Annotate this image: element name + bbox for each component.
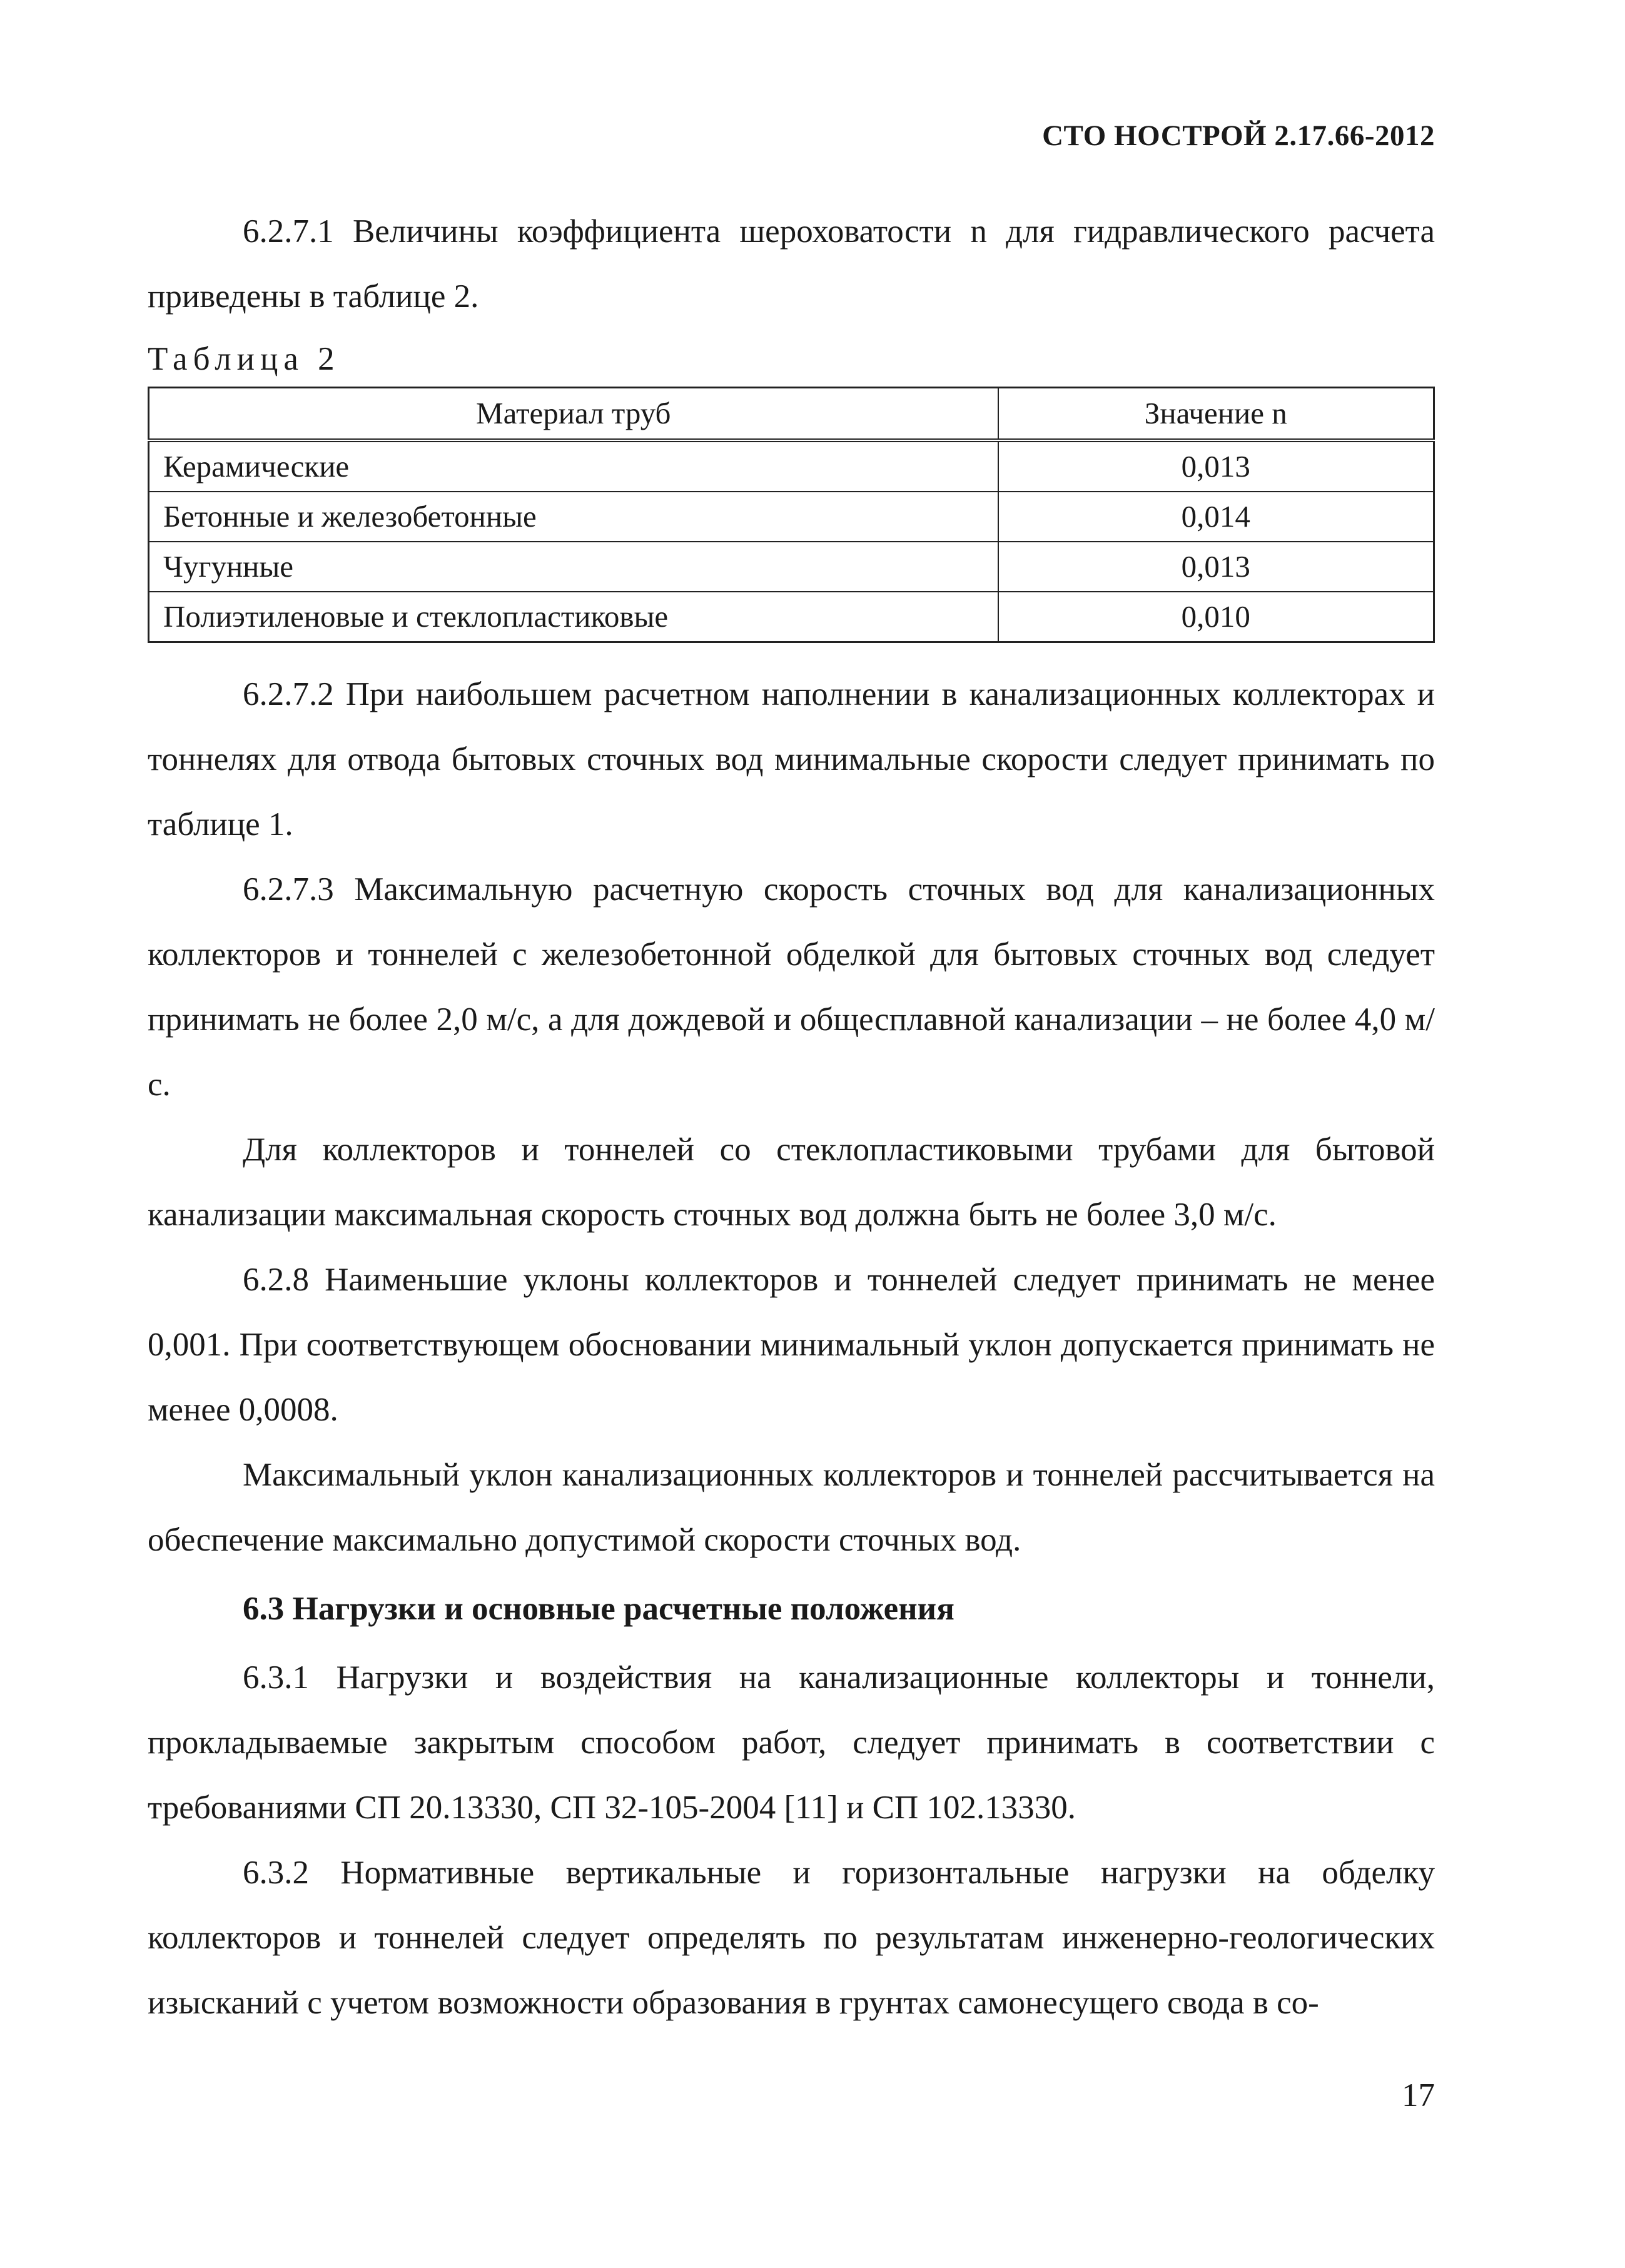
section-heading-6-3: 6.3 Нагрузки и основные расчетные положения (243, 1591, 954, 1627)
page-content (148, 199, 1435, 2035)
table-caption: Таблица 2 (148, 341, 340, 377)
paragraph-6-2-7-2: 6.2.7.2 При наибольшем расчетном наполнении в канализационных коллекторах и тоннелях для отвода бытовых сточных вод минимальные скорости следует принимать по таблице 1. (148, 676, 1435, 843)
value-cell: 0,010 (998, 592, 1434, 642)
material-cell: Керамические (149, 440, 998, 492)
column-header-material: Материал труб (149, 388, 998, 441)
table-row (149, 592, 1434, 642)
roughness-table (148, 387, 1435, 643)
table-row (149, 492, 1434, 542)
value-cell: 0,013 (998, 542, 1434, 592)
paragraph-6-2-7-3: 6.2.7.3 Максимальную расчетную скорость сточных вод для канализационных коллекторов и тоннелей с железобетонной обделкой для бытовых сточных вод следует принимать не более 2,0 м/с, а для дождевой и общесплавной канализации – не более 4,0 м/с. (148, 871, 1435, 1103)
paragraph-6-3-1: 6.3.1 Нагрузки и воздействия на канализационные коллекторы и тоннели, прокладываемые закрытым способом работ, следует принимать в соответствии с требованиями СП 20.13330, СП 32-105-2004 [11] и СП 102.13330. (148, 1659, 1435, 1826)
value-cell: 0,014 (998, 492, 1434, 542)
paragraph-6-2-8: 6.2.8 Наименьшие уклоны коллекторов и тоннелей следует принимать не менее 0,001. При соответствующем обосновании минимальный уклон допускается принимать не менее 0,0008. (148, 1262, 1435, 1428)
paragraph-max-slope: Максимальный уклон канализационных коллекторов и тоннелей рассчитывается на обеспечение максимально допустимой скорости сточных вод. (148, 1457, 1435, 1558)
column-header-value: Значение n (998, 388, 1434, 441)
table-row (149, 440, 1434, 492)
material-cell: Полиэтиленовые и стеклопластиковые (149, 592, 998, 642)
material-cell: Бетонные и железобетонные (149, 492, 998, 542)
page-number: 17 (1402, 2077, 1435, 2114)
value-cell: 0,013 (998, 440, 1434, 492)
table-row (149, 542, 1434, 592)
material-cell: Чугунные (149, 542, 998, 592)
paragraph-6-2-7-1: 6.2.7.1 Величины коэффициента шероховатости n для гидравлического расчета приведены в таблице 2. (148, 213, 1435, 315)
paragraph-glass-fiber-pipes: Для коллекторов и тоннелей со стеклопластиковыми трубами для бытовой канализации максимальная скорость сточных вод должна быть не более 3,0 м/с. (148, 1131, 1435, 1233)
table-header-row (149, 388, 1434, 441)
document-code-header: СТО НОСТРОЙ 2.17.66-2012 (1042, 119, 1435, 152)
paragraph-6-3-2: 6.3.2 Нормативные вертикальные и горизонтальные нагрузки на обделку коллекторов и тоннелей следует определять по результатам инженерно-геологических изысканий с учетом возможности образования в грунтах самонесущего свода в со- (148, 1855, 1435, 2021)
